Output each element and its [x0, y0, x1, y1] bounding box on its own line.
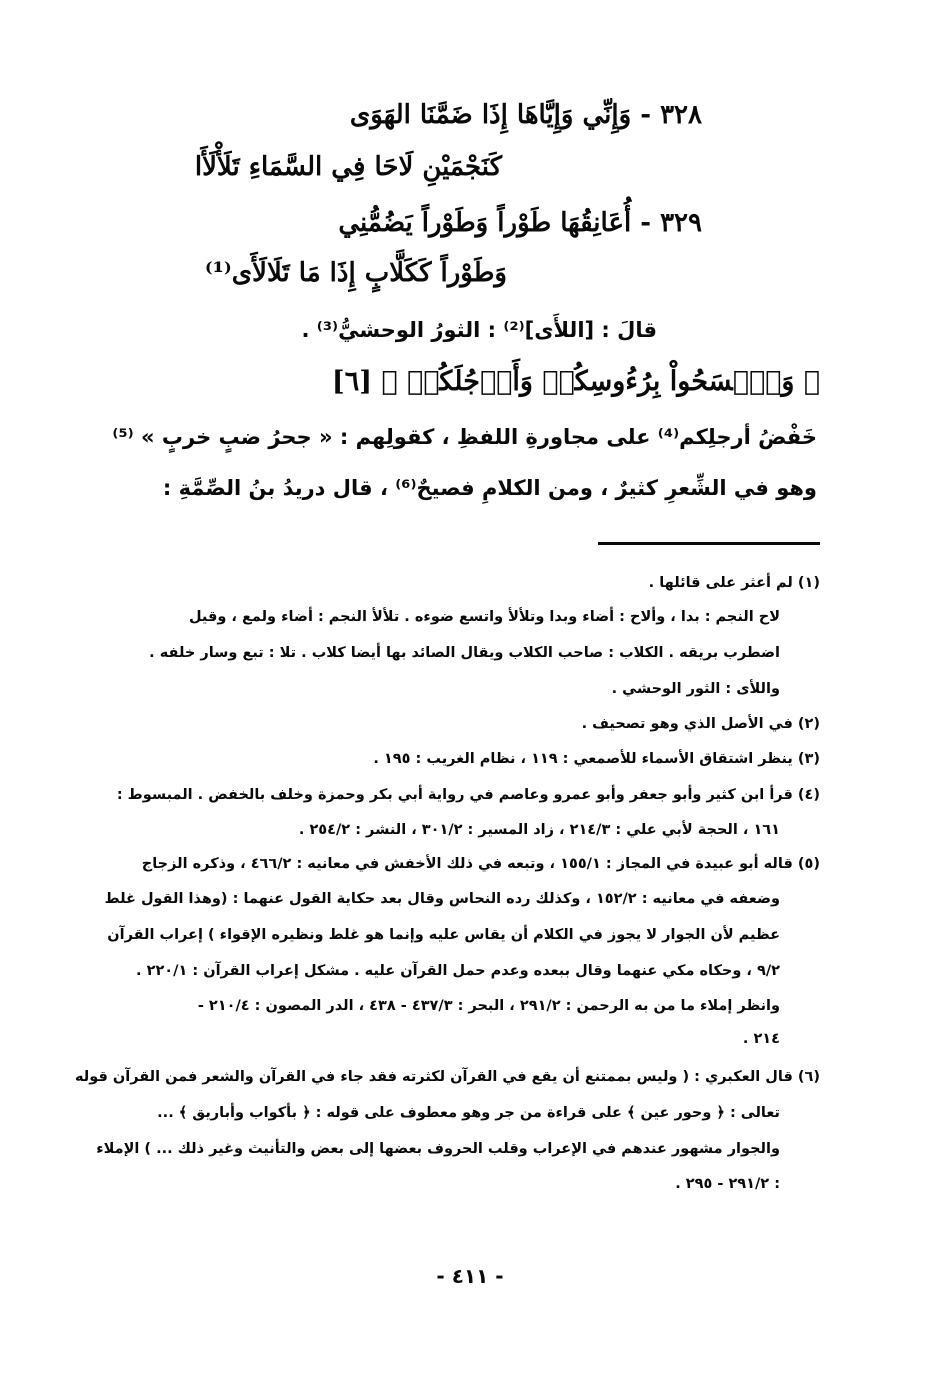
footnote-5-line-3: عظيم لأن الجوار لا يجوز في الكلام أن يقاس عليه وإنما هو غلط ونظيره الإقواء ) إعراب القرآن	[107, 927, 780, 943]
commentary-line-2: وهو في الشِّعرِ كثيرٌ ، ومن الكلامِ فصيحٌ⁽⁶⁾ ، قال دريدُ بنُ الصِّمَّةِ :	[162, 476, 817, 500]
footnote-6-line-2: تعالى : ﴿ وحور عين ﴾ على قراءة من جر وهو معطوف على قوله : ﴿ بأكواب وأباريق ﴾ ...	[157, 1105, 780, 1121]
page-number: - ٤١١ -	[436, 1264, 504, 1288]
footnote-2: (٢) في الأصل الذي وهو تصحيف .	[581, 716, 820, 732]
footnote-5: (٥) قاله أبو عبيدة في المجاز : ١٥٥/١ ، وتبعه في ذلك الأخفش في معانيه : ٤٦٦/٢ ، وذكره الزجاج	[141, 856, 820, 872]
footnote-4: (٤) قرأ ابن كثير وأبو جعفر وأبو عمرو وعاصم في رواية أبي بكر وحمزة وخلف بالخفض . المبسوط :	[116, 787, 820, 803]
quran-verse: ﴿ وَٱمۡسَحُواْ بِرُءُوسِكُمۡ وَأَرۡجُلَكُمۡ ﴾ [٦]	[331, 366, 820, 397]
footnote-1: (١) لم أعثر على قائلها .	[648, 575, 820, 591]
footnote-1-line-4: واللأى : الثور الوحشي .	[611, 681, 780, 697]
footnote-3: (٣) ينظر اشتقاق الأسماء للأصمعي : ١١٩ ، نظام الغريب : ١٩٥ .	[373, 751, 820, 767]
footnote-6-line-3: والجوار مشهور عندهم في الإعراب وقلب الحروف بعضها إلى بعض والتأنيث وغير ذلك ... ) الإملاء	[96, 1141, 780, 1157]
footnote-5-line-5: وانظر إملاء ما من به الرحمن : ٢٩١/٢ ، البحر : ٤٣٧/٣ - ٤٣٨ ، الدر المصون : ٢١٠/٤ -	[197, 998, 780, 1014]
footnote-5-line-2: وضعفه في معانيه : ١٥٢/٢ ، وكذلك رده النحاس وقال بعد حكاية القول عنهما : (وهذا القول غلط	[104, 891, 780, 907]
footnote-1-line-2: لاح النجم : بدا ، وألاح : أضاء وبدا وتلألأ واتسع ضوءه . تلألأ النجم : أضاء ولمع ، وقيل	[188, 609, 780, 625]
verse-328-second-hemistich: كَنَجْمَيْنِ لَاحَا فِي السَّمَاءِ تَلَأْلَأَا	[194, 152, 502, 182]
commentary-line-1: خَفْضُ أرجلِكم⁽⁴⁾ على مجاورةِ اللفظِ ، كقولِهم : « جحرُ ضبٍ خربٍ » ⁽⁵⁾	[112, 425, 817, 449]
verse-329-second-hemistich: وَطَوْراً كَكَلَّابٍ إِذَا مَا تَلَالَأَى⁽¹⁾	[204, 258, 507, 288]
footnote-6-line-4: : ٢٩١/٢ - ٢٩٥ .	[675, 1176, 780, 1192]
footnote-5-line-4: ٩/٢ ، وحكاه مكي عنهما وقال ببعده وعدم حمل القرآن عليه . مشكل إعراب القرآن : ٢٢٠/١ .	[136, 963, 780, 979]
footnote-6: (٦) قال العكبري : ( وليس بممتنع أن يقع في القرآن لكثرته فقد جاء في القرآن والشعر فمن القرآن قوله	[74, 1069, 820, 1085]
footnote-4-line-2: ١٦١ ، الحجة لأبي علي : ٢١٤/٣ ، زاد المسير : ٣٠١/٢ ، النشر : ٢٥٤/٢ .	[298, 822, 780, 838]
definition-line: قالَ : [اللأَى]⁽²⁾ : الثورُ الوحشيُّ⁽³⁾ .	[301, 318, 657, 342]
footnote-5-line-6: ٢١٤ .	[742, 1031, 780, 1047]
verse-328-first-hemistich: ٣٢٨ - وَإِنِّي وَإِيَّاهَا إِذَا ضَمَّنَا الهَوَى	[349, 100, 702, 130]
footnote-separator	[598, 542, 820, 545]
verse-329-first-hemistich: ٣٢٩ - أُعَانِقُهَا طَوْراً وَطَوْراً يَضُمُّنِي	[338, 208, 702, 238]
footnote-1-line-3: اضطرب بريقه . الكلاب : صاحب الكلاب ويقال الصائد بها أيضا كلاب . تلا : تبع وسار خلفه .	[149, 645, 780, 661]
